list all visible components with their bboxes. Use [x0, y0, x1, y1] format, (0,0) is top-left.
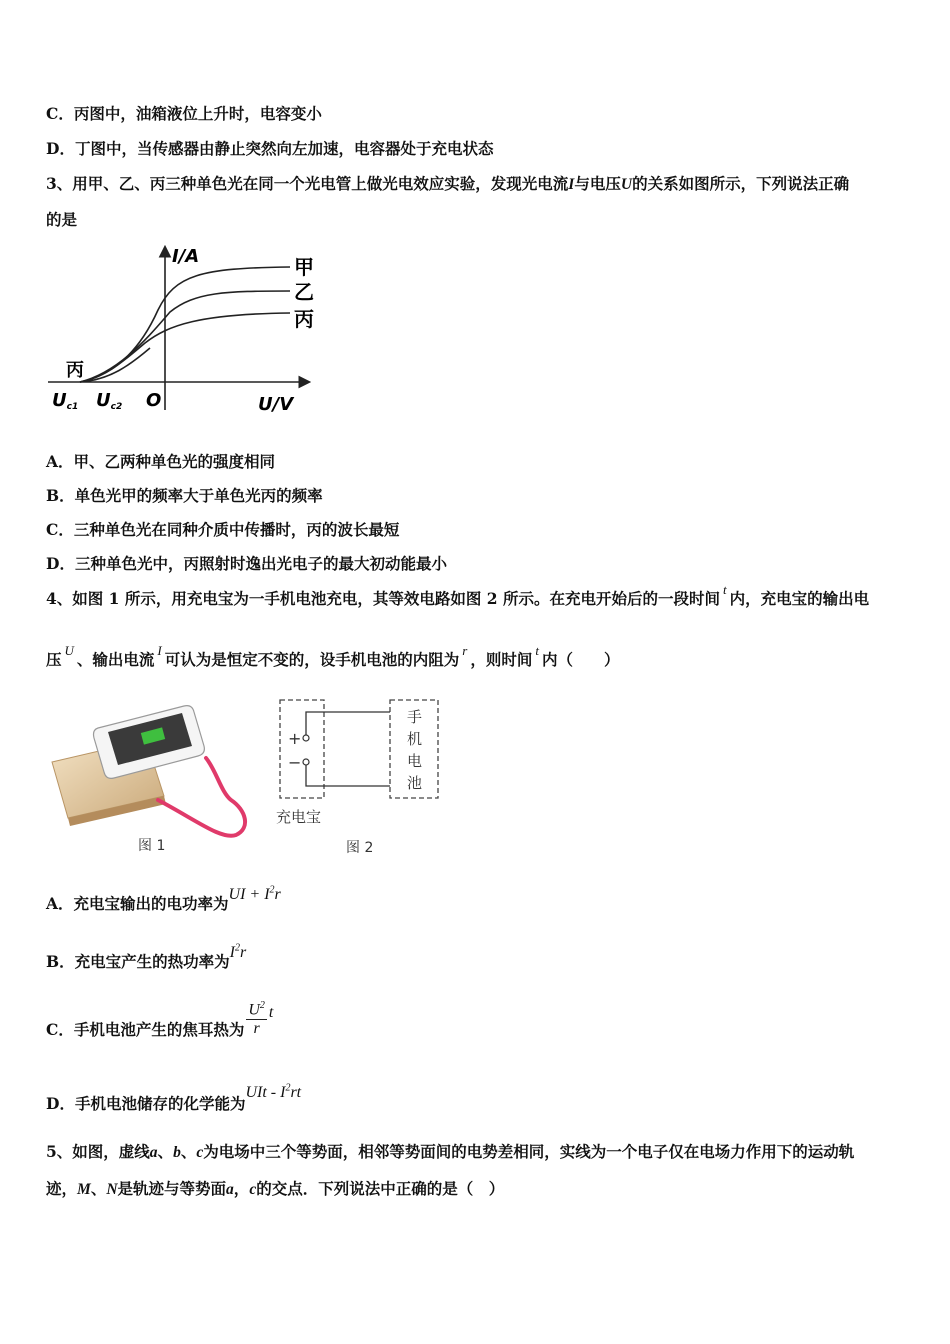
figure-2-circuit [270, 690, 460, 860]
formula-exponent: 2 [259, 1000, 265, 1011]
battery-char-2: 机 [407, 730, 423, 748]
q4-option-d-text: D．手机电池储存的化学能为 [46, 1094, 246, 1113]
curve-bing-low-label: 丙 [66, 360, 84, 381]
q2-option-c: C．丙图中，油箱液位上升时，电容变小 [46, 104, 322, 123]
q5-symbol-n: N [106, 1181, 118, 1198]
q4-stem-part: ，则时间 [470, 650, 533, 669]
formula-part: rt [290, 1084, 302, 1101]
q5-symbol-c: c [249, 1181, 257, 1198]
x-axis-label: U/V [258, 394, 294, 415]
q5-stem-part: 迹， [46, 1179, 78, 1198]
q4-stem-part: 内（ ） [541, 650, 620, 669]
formula-part: r [239, 944, 247, 961]
q3-symbol-i: I [568, 176, 575, 193]
positive-terminal [303, 735, 309, 741]
uc2-label [96, 390, 122, 412]
origin-label: O [146, 390, 162, 411]
wire-bottom [306, 765, 390, 786]
q4-stem [46, 582, 870, 609]
q4-symbol-t: t [535, 643, 539, 658]
formula-part: r [274, 886, 281, 903]
charging-cable [158, 758, 245, 836]
q5-stem-line2 [46, 1177, 504, 1199]
q4-symbol-t: t [722, 582, 727, 597]
q4-symbol-r: r [462, 643, 468, 658]
fraction-numerator [246, 1000, 267, 1020]
battery-char-1: 手 [407, 708, 423, 726]
q3-stem-part: 的关系如图所示，下列说法正确 [632, 174, 850, 193]
q4-option-d [46, 1082, 302, 1113]
q5-separator: 、 [157, 1142, 174, 1161]
q4-stem-part: 可认为是恒定不变的，设手机电池的内阻为 [164, 650, 460, 669]
q4-option-c-fraction [246, 1000, 267, 1038]
q5-stem [46, 1140, 854, 1162]
curve-bing [80, 313, 290, 382]
q4-symbol-i: I [157, 643, 162, 658]
plus-sign: + [288, 729, 302, 748]
q3-option-d: D．三种单色光中，丙照射时逸出光电子的最大初动能最小 [46, 554, 447, 573]
wire-top [306, 712, 390, 735]
formula-exponent: 2 [234, 942, 240, 954]
curve-jia-label: 甲 [294, 255, 314, 279]
minus-sign: − [288, 753, 302, 772]
q4-stem-part: 压 [46, 650, 62, 669]
q4-option-a [46, 884, 281, 913]
q5-stem-part: 的交点．下列说法中正确的是（ ） [256, 1179, 505, 1198]
uc1-label [52, 390, 78, 412]
negative-terminal [303, 759, 309, 765]
q5-stem-part: 5、如图，虚线 [46, 1142, 150, 1161]
figure-2-caption: 图 2 [346, 840, 374, 856]
q5-separator: 、 [90, 1179, 107, 1198]
y-axis-label: I/A [172, 246, 200, 267]
q4-option-c [46, 1000, 273, 1038]
formula-exponent: 2 [269, 884, 275, 896]
q3-stem-line2: 的是 [46, 210, 78, 229]
q4-stem-part: 4、如图 1 所示，用充电宝为一手机电池充电，其等效电路如图 2 所示。在充电开始后的一段时间 [46, 589, 720, 608]
q4-symbol-u: U [64, 643, 74, 658]
q5-stem-part: 是轨迹与等势面 [117, 1179, 227, 1198]
q5-symbol-c: c [196, 1144, 204, 1161]
q5-symbol-m: M [77, 1181, 91, 1198]
q4-option-c-text: C．手机电池产生的焦耳热为 [46, 1020, 245, 1040]
q5-separator: 、 [180, 1142, 197, 1161]
q4-option-b [46, 942, 247, 971]
q5-symbol-b: b [173, 1144, 181, 1161]
battery-char-4: 池 [407, 774, 423, 792]
q4-option-a-formula [229, 886, 281, 903]
q3-stem-part: 3、用甲、乙、丙三种单色光在同一个光电管上做光电效应实验，发现光电流 [46, 174, 569, 193]
formula-exponent: 2 [285, 1082, 291, 1094]
q5-symbol-a: a [149, 1144, 158, 1161]
battery-char-3: 电 [407, 752, 423, 770]
formula-part: UIt - I [245, 1084, 286, 1101]
q3-option-c: C．三种单色光在同种介质中传播时，丙的波长最短 [46, 520, 400, 539]
curve-bing-label: 丙 [294, 307, 314, 331]
q3-option-a: A．甲、乙两种单色光的强度相同 [46, 452, 276, 471]
q3-option-b: B．单色光甲的频率大于单色光丙的频率 [46, 486, 323, 505]
q5-stem-part: 为电场中三个等势面，相邻等势面间的电势差相同，实线为一个电子仅在电场力作用下的运动轨 [203, 1142, 855, 1161]
q4-stem-line2 [46, 643, 620, 670]
formula-part: I [229, 944, 235, 961]
q4-option-d-formula [245, 1084, 301, 1101]
formula-part: U [248, 1001, 260, 1019]
q4-option-b-formula [230, 944, 247, 961]
q4-option-a-text: A．充电宝输出的电功率为 [46, 894, 229, 913]
q3-symbol-u: U [620, 176, 633, 193]
q3-stem [46, 172, 849, 194]
q2-option-d: D．丁图中，当传感器由静止突然向左加速，电容器处于充电状态 [46, 139, 494, 158]
curve-jia [80, 267, 290, 382]
figure-1-caption: 图 1 [138, 838, 166, 854]
q4-stem-part: 、输出电流 [76, 650, 155, 669]
figure-1-powerbank-photo [46, 700, 256, 860]
powerbank-box [280, 700, 324, 798]
formula-part: UI + I [228, 886, 270, 903]
q3-stem-part: 与电压 [574, 174, 621, 193]
curve-yi-label: 乙 [294, 280, 314, 304]
uc2-sub: c2 [110, 402, 123, 412]
uc1-main: U [52, 390, 67, 411]
q4-option-b-text: B．充电宝产生的热功率为 [46, 952, 230, 971]
fraction-denominator: r [253, 1020, 260, 1038]
uc1-sub: c1 [66, 402, 79, 412]
powerbank-label: 充电宝 [276, 808, 322, 826]
uc2-main: U [96, 390, 111, 411]
formula-part: t [268, 1004, 274, 1022]
photocurrent-graph [40, 240, 330, 420]
q5-symbol-a: a [226, 1181, 234, 1198]
q4-stem-part: 内，充电宝的输出电 [729, 589, 870, 608]
q5-separator: ， [233, 1179, 250, 1198]
